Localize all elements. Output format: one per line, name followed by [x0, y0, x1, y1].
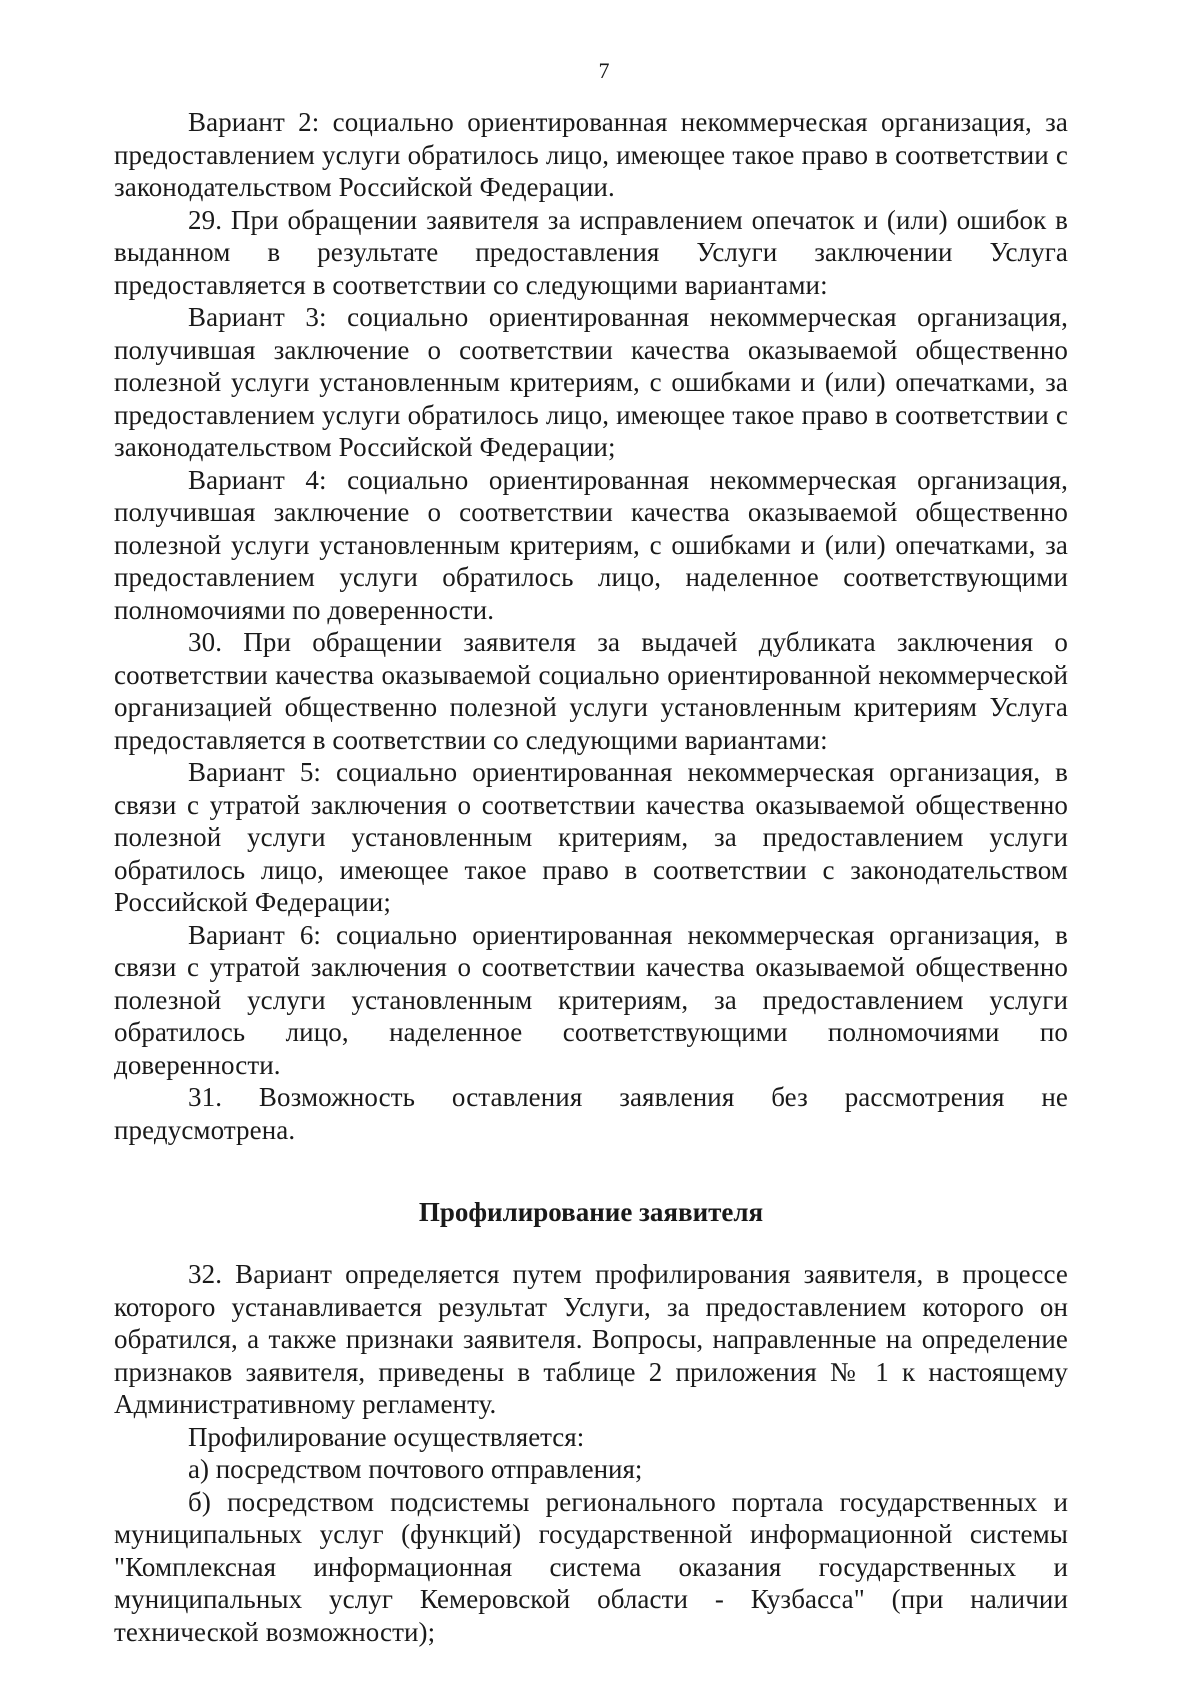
- list-item-a: а) посредством почтового отправления;: [188, 1454, 643, 1484]
- paragraph-variant-4: Вариант 4: социально ориентированная некоммерческая организация, получившая заключение о соответствии качества оказываемой общественно полезной услуги установленным критериям, с ошибками и (или) опечатками, за предоставлением услуги обратилось лицо, наделенное соответствующими полномочиями по доверенности.: [114, 464, 1068, 625]
- page-number: 7: [598, 58, 610, 83]
- paragraph-variant-3: Вариант 3: социально ориентированная некоммерческая организация, получившая заключение о соответствии качества оказываемой общественно полезной услуги установленным критериям, с ошибками и (или) опечатками, за предоставлением услуги обратилось лицо, имеющее такое право в соответствии с законодательством Российской Федерации;: [114, 302, 1068, 462]
- section-heading: Профилирование заявителя: [418, 1197, 764, 1227]
- paragraph-30: 30. При обращении заявителя за выдачей дубликата заключения о соответствии качества оказываемой социально ориентированной некоммерческой организацией общественно полезной услуги установленным критериям Услуга предоставляется в соответствии со следующими вариантами:: [114, 627, 1068, 755]
- paragraph-31: 31. Возможность оставления заявления без рассмотрения не предусмотрена.: [114, 1082, 1068, 1145]
- paragraph-29: 29. При обращении заявителя за исправлением опечаток и (или) ошибок в выданном в результате предоставления Услуги заключении Услуга предоставляется в соответствии со следующими вариантами:: [114, 204, 1068, 300]
- paragraph-variant-2: Вариант 2: социально ориентированная некоммерческая организация, за предоставлением услуги обратилось лицо, имеющее такое право в соответствии с законодательством Российской Федерации.: [114, 107, 1068, 202]
- paragraph-variant-6: Вариант 6: социально ориентированная некоммерческая организация, в связи с утратой заключения о соответствии качества оказываемой общественно полезной услуги установленным критериям, за предоставлением услуги обратилось лицо, наделенное соответствующими полномочиями по доверенности.: [114, 919, 1068, 1080]
- list-item-b: б) посредством подсистемы регионального портала государственных и муниципальных услуг (функций) государственной информационной системы "Комплексная информационная система оказания государственных и муниципальных услуг Кемеровской области - Кузбасса" (при наличии технической возможности);: [114, 1486, 1068, 1647]
- paragraph-profiling-intro: Профилирование осуществляется:: [188, 1421, 585, 1452]
- paragraph-variant-5: Вариант 5: социально ориентированная некоммерческая организация, в связи с утратой заключения о соответствии качества оказываемой общественно полезной услуги установленным критериям, за предоставлением услуги обратилось лицо, имеющее такое право в соответствии с законодательством Российской Федерации;: [114, 757, 1068, 917]
- paragraph-32: 32. Вариант определяется путем профилирования заявителя, в процессе которого устанавливается результат Услуги, за предоставлением которого он обратился, а также признаки заявителя. Вопросы, направленные на определение признаков заявителя, приведены в таблице 2 приложения № 1 к настоящему Административному регламенту.: [114, 1259, 1068, 1419]
